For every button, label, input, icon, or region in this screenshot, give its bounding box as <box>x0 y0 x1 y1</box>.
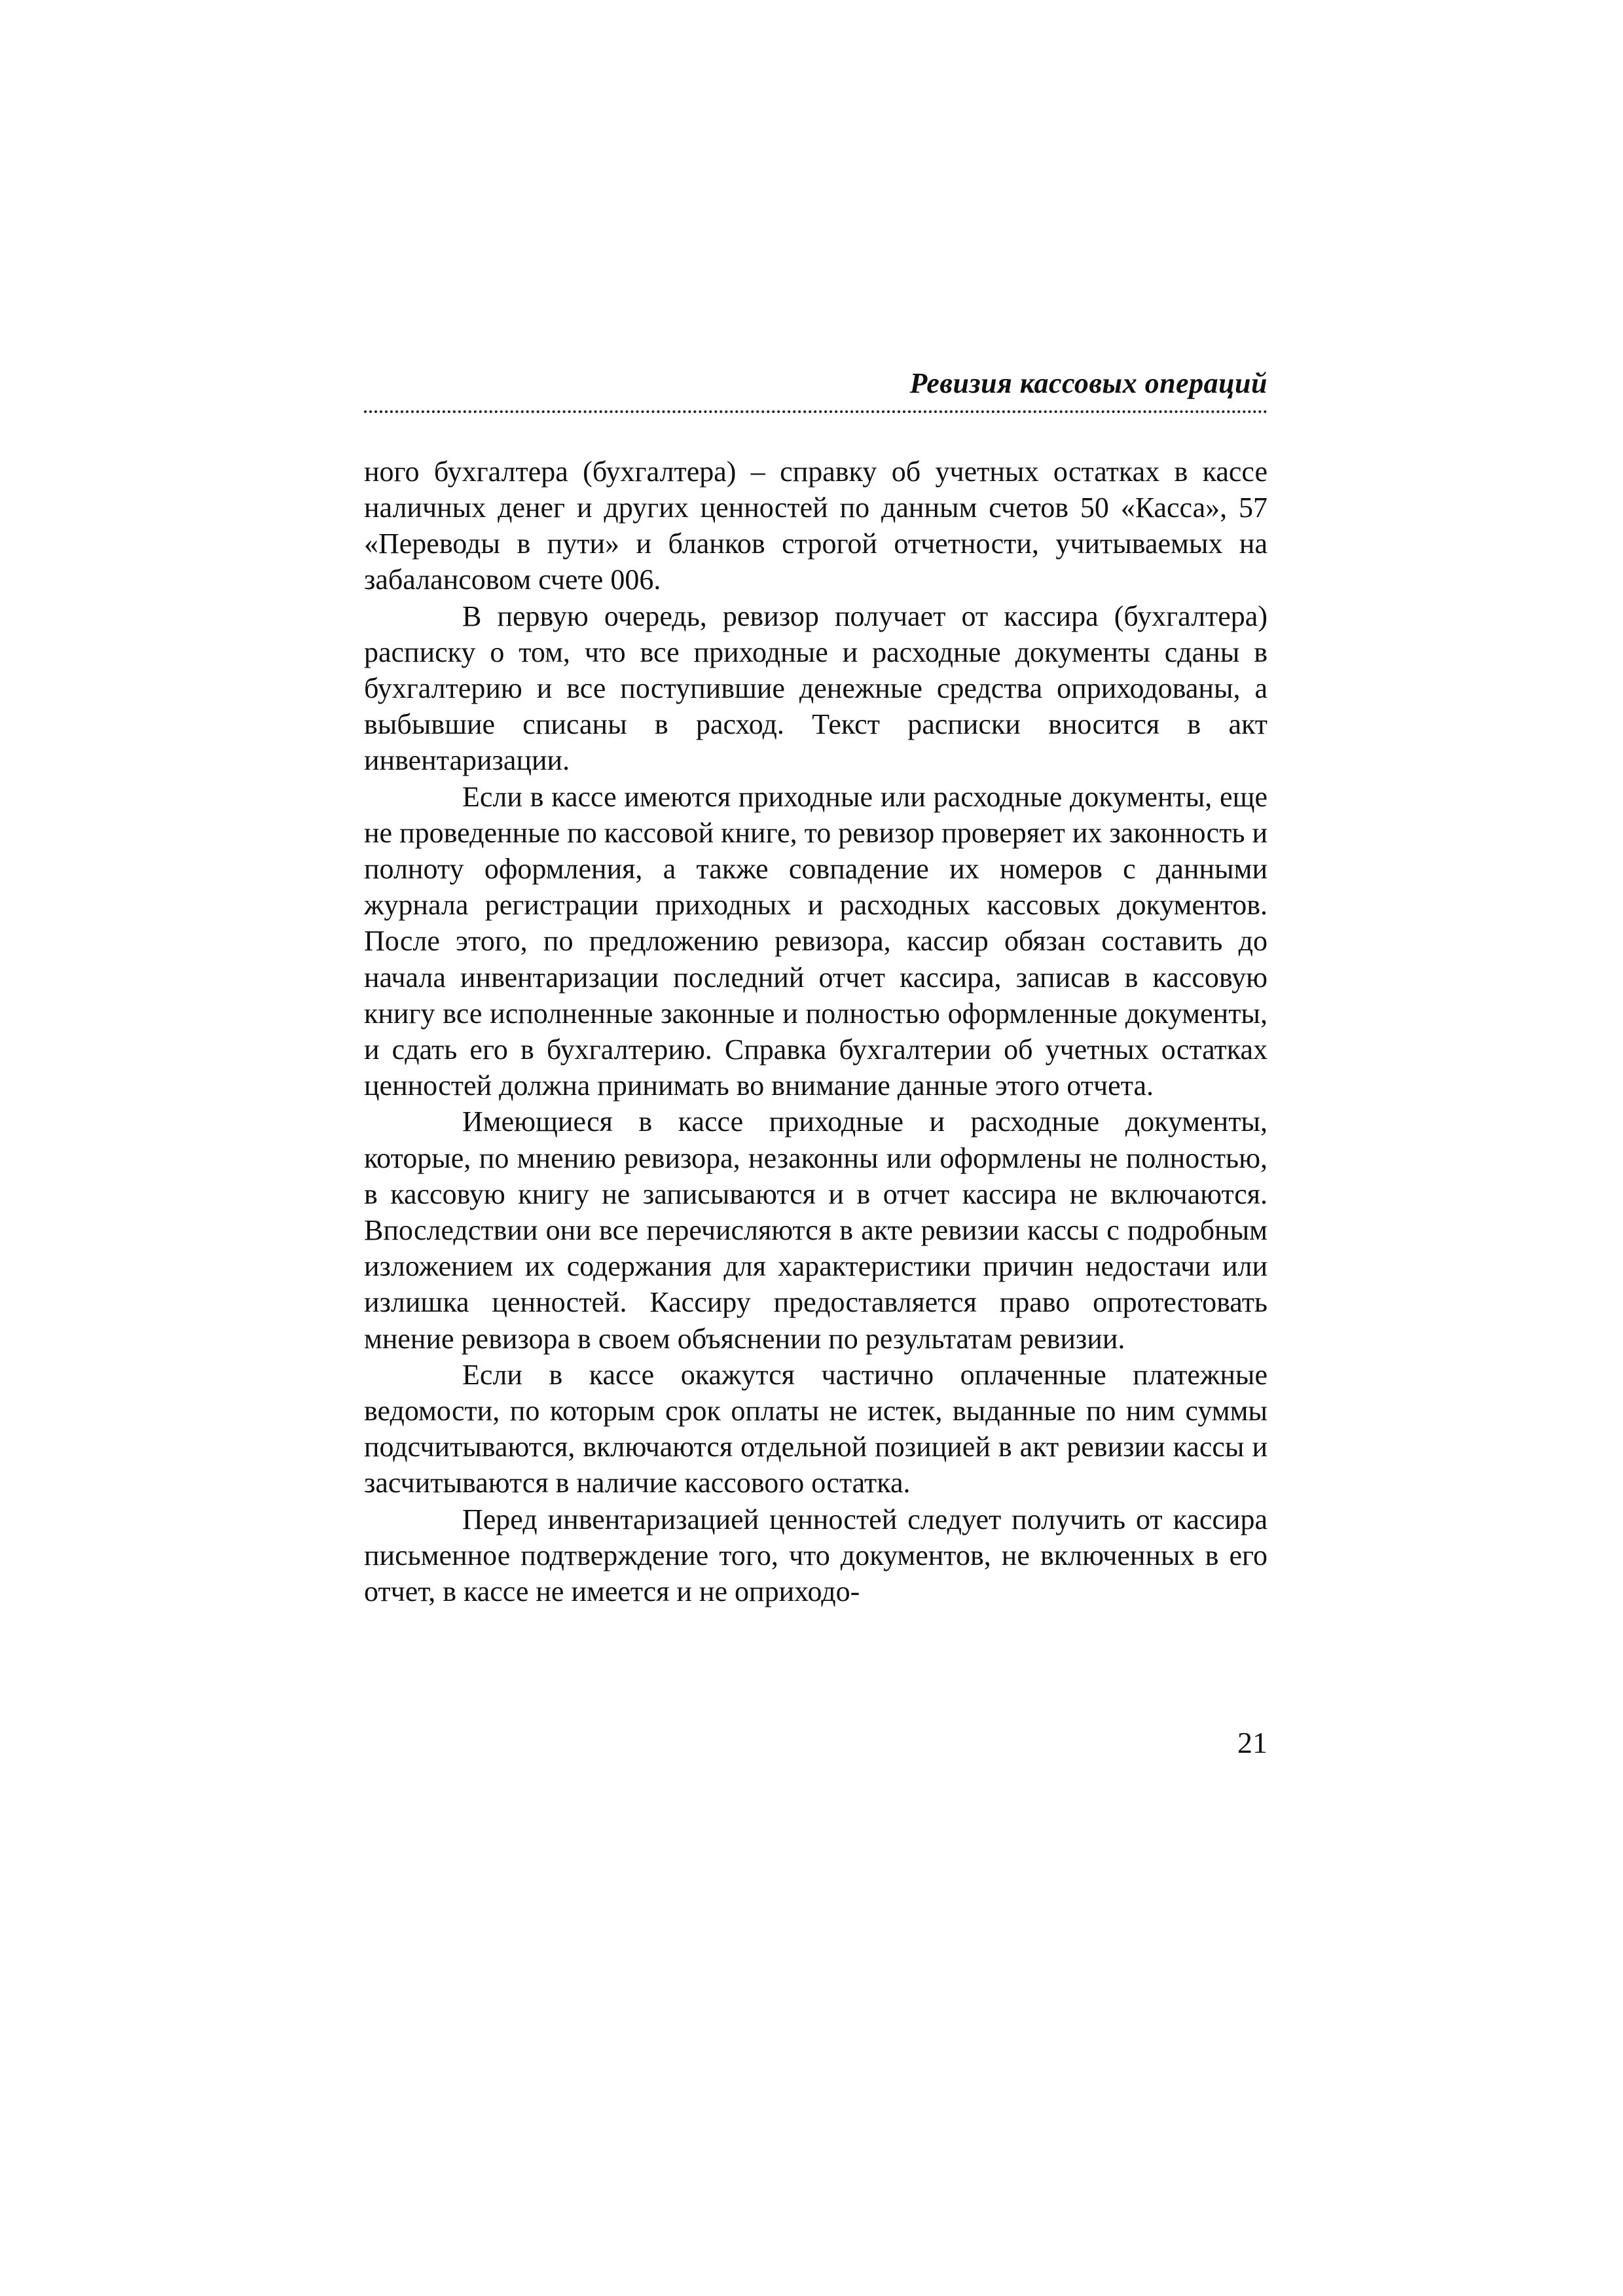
paragraph: Перед инвентаризацией ценностей следует получить от кассира письменное подтверждение того, что документов, не включенных в его отчет, в кассе не имеется и не оприходо- <box>364 1503 1267 1608</box>
page-number: 21 <box>1237 1726 1267 1759</box>
paragraph: В первую очередь, ревизор получает от кассира (бухгалтера) расписку о том, что все приходные и расходные документы сданы в бухгалтерию и все поступившие денежные средства оприходованы, а выбывшие списаны в расход. Текст расписки вносится в акт инвентаризации. <box>364 600 1267 777</box>
paragraph: Если в кассе имеются приходные или расходные документы, еще не проведенные по кассовой книге, то ревизор проверяет их законность и полноту оформления, а также совпадение их номеров с данными журнала регистрации приходных и расходных кассовых документов. После этого, по предложению ревизора, кассир обязан составить до начала инвентаризации последний отчет кассира, записав в кассовую книгу все исполненные законные и полностью оформленные документы, и сдать его в бухгалтерию. Справка бухгалтерии об учетных остатках ценностей должна принимать во внимание данные этого отчета. <box>364 780 1267 1102</box>
paragraph: Если в кассе окажутся частично оплаченные платежные ведомости, по которым срок оплаты не истек, выданные по ним суммы подсчитываются, включаются отдельной позицией в акт ревизии кассы и засчитываются в наличие кассового остатка. <box>364 1358 1267 1499</box>
body-text <box>364 454 1267 1610</box>
paragraph: Имеющиеся в кассе приходные и расходные документы, которые, по мнению ревизора, незаконны или оформлены не полностью, в кассовую книгу не записываются и в отчет кассира не включаются. Впоследствии они все перечисляются в акте ревизии кассы с подробным изложением их содержания для характеристики причин недостачи или излишка ценностей. Кассиру предоставляется право опротестовать мнение ревизора в своем объяснении по результатам ревизии. <box>364 1105 1267 1355</box>
running-header: Ревизия кассовых операций <box>364 367 1267 413</box>
paragraph-continuation: ного бухгалтера (бухгалтера) – справку об учетных остатках в кассе наличных денег и других ценностей по данным счетов 50 «Касса», 57 «Переводы в пути» и бланков строгой отчетности, учитываемых на забалансовом счете 006. <box>364 455 1267 596</box>
book-page <box>364 367 1267 1609</box>
